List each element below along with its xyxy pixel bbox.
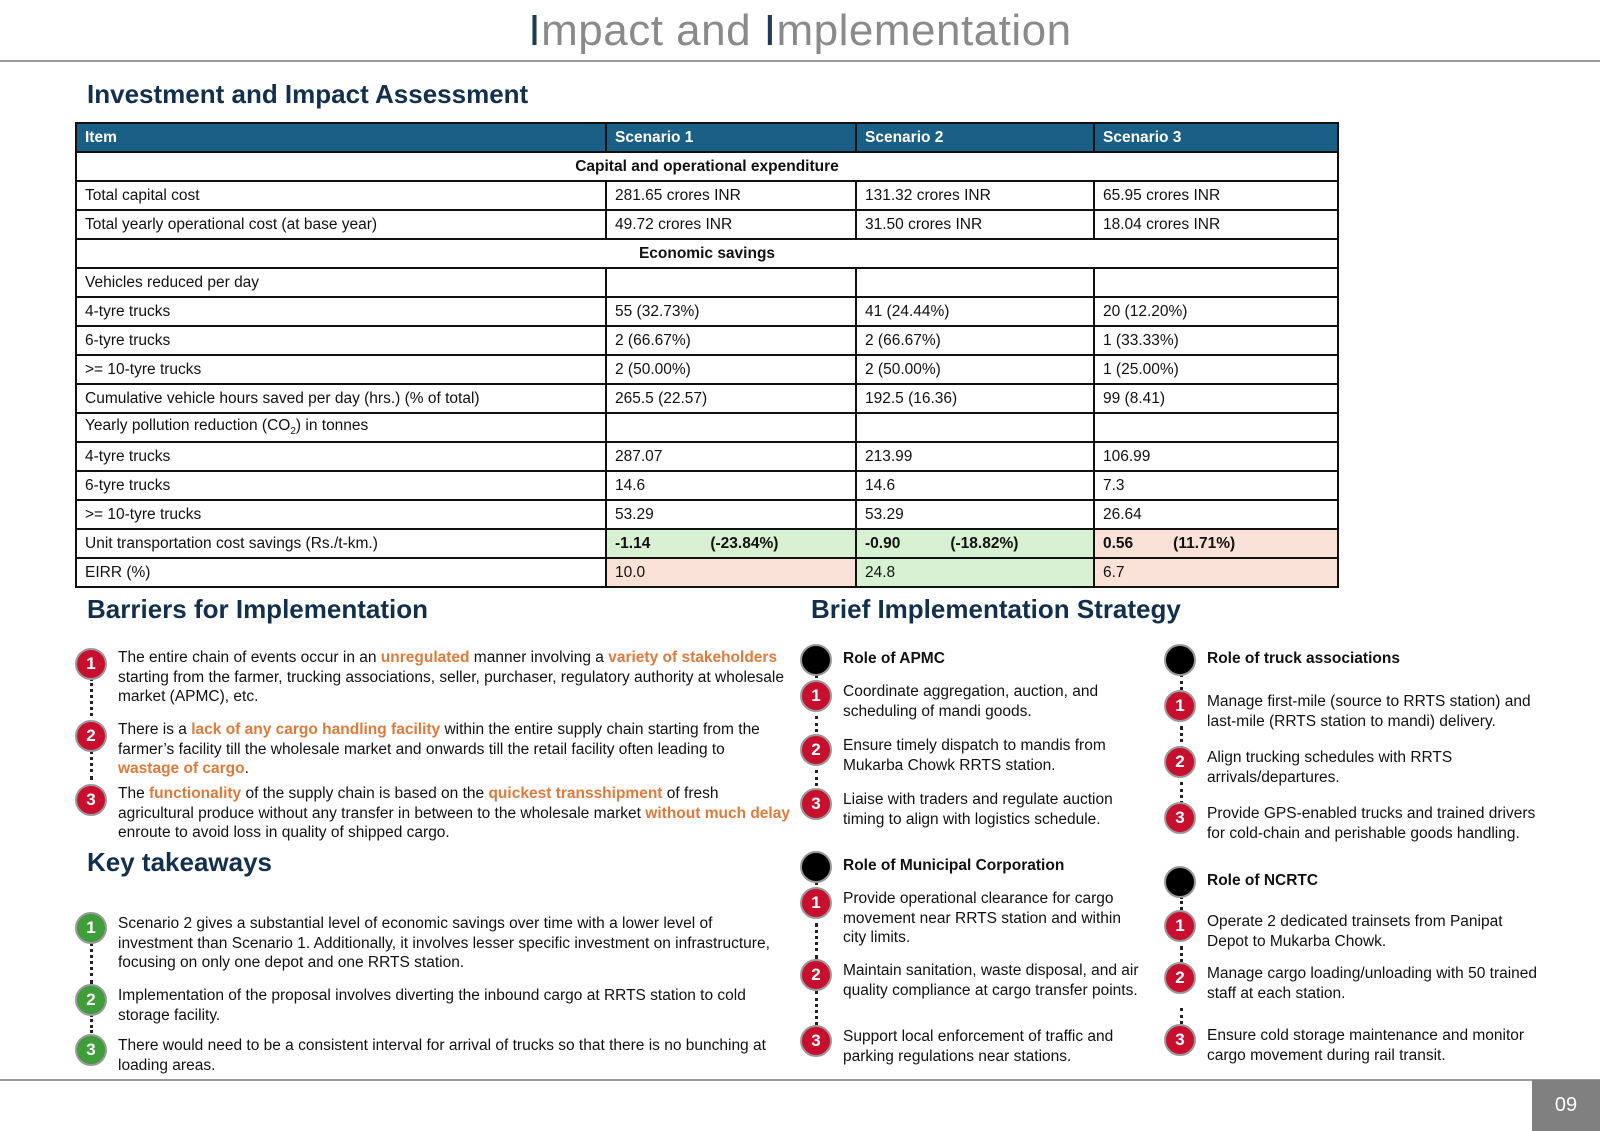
number-badge: 1 (800, 887, 832, 919)
cell-unit-cost-s2: -0.90 (-18.82%) (856, 529, 1094, 558)
list-item: 1 Scenario 2 gives a substantial level of economic savings over time with a lower level of investment than Scenario 1. Additionally, it involves lesser specific investment on infrastructure, focusing on only one depot and one RRTS station. (75, 912, 790, 984)
number-badge: 1 (75, 648, 107, 680)
cell-unit-cost-s3: 0.56 (11.71%) (1094, 529, 1338, 558)
cell: 20 (12.20%) (1094, 297, 1338, 326)
list-item: 3 Liaise with traders and regulate auction timing to align with logistics schedule. (800, 788, 1145, 829)
role-municipal (800, 851, 1145, 1066)
number-badge: 2 (1164, 962, 1196, 994)
role-marker (1164, 866, 1196, 898)
cell: 41 (24.44%) (856, 297, 1094, 326)
row-label: 6-tyre trucks (76, 471, 606, 500)
cell: 192.5 (16.36) (856, 384, 1094, 413)
cell: 287.07 (606, 442, 856, 471)
number-badge: 1 (800, 680, 832, 712)
number-badge: 2 (1164, 746, 1196, 778)
cell: 26.64 (1094, 500, 1338, 529)
cell: 18.04 crores INR (1094, 210, 1338, 239)
table-row (76, 442, 1338, 471)
barriers-heading: Barriers for Implementation (87, 594, 428, 624)
table-row (76, 471, 1338, 500)
header-scenario-2: Scenario 2 (856, 123, 1094, 152)
investment-table (75, 122, 1339, 588)
row-label: Total yearly operational cost (at base year) (76, 210, 606, 239)
role-marker (1164, 644, 1196, 676)
list-item: 1 Manage first-mile (source to RRTS station) and last-mile (RRTS station to mandi) delivery. (1164, 690, 1544, 746)
number-badge: 2 (75, 984, 107, 1016)
strategy-heading: Brief Implementation Strategy (811, 594, 1181, 624)
cell: 49.72 crores INR (606, 210, 856, 239)
title-bar (0, 0, 1600, 62)
table-row (76, 413, 1338, 442)
cell: 2 (50.00%) (606, 355, 856, 384)
cell (606, 413, 856, 442)
header-scenario-3: Scenario 3 (1094, 123, 1338, 152)
cell: 55 (32.73%) (606, 297, 856, 326)
list-item: 2 There is a lack of any cargo handling facility within the entire supply chain starting from the farmer’s facility till the wholesale market and onwards till the retail facility often leading to wastage of cargo. (75, 720, 790, 784)
cell-eirr-s3: 6.7 (1094, 558, 1338, 587)
list-item: 3 Support local enforcement of traffic and parking regulations near stations. (800, 1025, 1145, 1066)
number-badge: 3 (75, 784, 107, 816)
cell: 53.29 (856, 500, 1094, 529)
number-badge: 1 (1164, 910, 1196, 942)
number-badge: 3 (1164, 802, 1196, 834)
footer-divider (0, 1079, 1600, 1081)
number-badge: 1 (1164, 690, 1196, 722)
cell-unit-cost-s1: -1.14 (-23.84%) (606, 529, 856, 558)
row-label: Cumulative vehicle hours saved per day (hrs.) (% of total) (76, 384, 606, 413)
row-label: Unit transportation cost savings (Rs./t-km.) (76, 529, 606, 558)
page-title: Impact and Implementation (528, 6, 1072, 55)
list-item: 2 Implementation of the proposal involves diverting the inbound cargo at RRTS station to cold storage facility. (75, 984, 790, 1034)
row-label: Total capital cost (76, 181, 606, 210)
list-item: 1 Operate 2 dedicated trainsets from Panipat Depot to Mukarba Chowk. (1164, 910, 1544, 962)
cell (1094, 268, 1338, 297)
cell: 1 (25.00%) (1094, 355, 1338, 384)
cell: 213.99 (856, 442, 1094, 471)
table-row-unit-cost (76, 529, 1338, 558)
cell: 65.95 crores INR (1094, 181, 1338, 210)
role-truck-associations (1164, 644, 1544, 843)
cell (856, 268, 1094, 297)
role-header: Role of NCRTC (1164, 866, 1544, 910)
takeaways-heading: Key takeaways (87, 847, 273, 877)
section-savings: Economic savings (76, 239, 1338, 268)
table-header-row (76, 123, 1338, 152)
table-row (76, 268, 1338, 297)
cell-eirr-s1: 10.0 (606, 558, 856, 587)
cell (1094, 413, 1338, 442)
role-header: Role of truck associations (1164, 644, 1544, 690)
list-item: 3 The functionality of the supply chain is based on the quickest transshipment of fresh agricultural produce without any transfer in between to the wholesale market without much delay enroute to avoid loss in quality of shipped cargo. (75, 784, 790, 843)
cell: 281.65 crores INR (606, 181, 856, 210)
cell: 99 (8.41) (1094, 384, 1338, 413)
table-row (76, 210, 1338, 239)
number-badge: 2 (75, 720, 107, 752)
row-label: 4-tyre trucks (76, 442, 606, 471)
table-row (76, 384, 1338, 413)
row-label: EIRR (%) (76, 558, 606, 587)
row-label: 4-tyre trucks (76, 297, 606, 326)
takeaways-list (75, 912, 790, 1075)
list-item: 1 Coordinate aggregation, auction, and scheduling of mandi goods. (800, 680, 1145, 734)
number-badge: 2 (800, 959, 832, 991)
row-label: >= 10-tyre trucks (76, 500, 606, 529)
number-badge: 3 (800, 788, 832, 820)
cell: 2 (50.00%) (856, 355, 1094, 384)
header-item: Item (76, 123, 606, 152)
cell: 2 (66.67%) (856, 326, 1094, 355)
investment-heading: Investment and Impact Assessment (87, 79, 529, 109)
cell: 53.29 (606, 500, 856, 529)
header-scenario-1: Scenario 1 (606, 123, 856, 152)
number-badge: 3 (75, 1034, 107, 1066)
list-item: 2 Ensure timely dispatch to mandis from Mukarba Chowk RRTS station. (800, 734, 1145, 788)
role-apmc (800, 644, 1145, 829)
number-badge: 1 (75, 912, 107, 944)
cell-eirr-s2: 24.8 (856, 558, 1094, 587)
role-marker (800, 851, 832, 883)
list-item: 2 Maintain sanitation, waste disposal, and air quality compliance at cargo transfer points. (800, 959, 1145, 1025)
table-row (76, 355, 1338, 384)
barriers-list (75, 648, 790, 843)
number-badge: 3 (1164, 1024, 1196, 1056)
table-row (76, 500, 1338, 529)
role-marker (800, 644, 832, 676)
list-item: 2 Manage cargo loading/unloading with 50 trained staff at each station. (1164, 962, 1544, 1024)
row-label-pollution: Yearly pollution reduction $(CO_2)$ in tonnes (76, 413, 606, 442)
role-header: Role of APMC (800, 644, 1145, 680)
list-item: 1 Provide operational clearance for cargo movement near RRTS station and within city limits. (800, 887, 1145, 959)
table-row (76, 181, 1338, 210)
list-item: 2 Align trucking schedules with RRTS arrivals/departures. (1164, 746, 1544, 802)
list-item: 1 The entire chain of events occur in an unregulated manner involving a variety of stakeholders starting from the farmer, trucking associations, seller, purchaser, regulatory authority at wholesale market (APMC), etc. (75, 648, 790, 720)
cell: 14.6 (856, 471, 1094, 500)
role-ncrtc (1164, 866, 1544, 1065)
list-item: 3 Provide GPS-enabled trucks and trained drivers for cold-chain and perishable goods handling. (1164, 802, 1544, 843)
page-number: 09 (1532, 1080, 1600, 1131)
row-label: Vehicles reduced per day (76, 268, 606, 297)
row-label: 6-tyre trucks (76, 326, 606, 355)
row-label: >= 10-tyre trucks (76, 355, 606, 384)
cell: 131.32 crores INR (856, 181, 1094, 210)
list-item: 3 Ensure cold storage maintenance and monitor cargo movement during rail transit. (1164, 1024, 1544, 1065)
number-badge: 3 (800, 1025, 832, 1057)
section-capex: Capital and operational expenditure (76, 152, 1338, 181)
table-row (76, 326, 1338, 355)
cell (856, 413, 1094, 442)
cell: 31.50 crores INR (856, 210, 1094, 239)
cell: 7.3 (1094, 471, 1338, 500)
cell: 265.5 (22.57) (606, 384, 856, 413)
cell (606, 268, 856, 297)
list-item: 3 There would need to be a consistent interval for arrival of trucks so that there is no bunching at loading areas. (75, 1034, 790, 1075)
cell: 106.99 (1094, 442, 1338, 471)
role-header: Role of Municipal Corporation (800, 851, 1145, 887)
table-row (76, 297, 1338, 326)
cell: 14.6 (606, 471, 856, 500)
cell: 2 (66.67%) (606, 326, 856, 355)
table-row-eirr (76, 558, 1338, 587)
cell: 1 (33.33%) (1094, 326, 1338, 355)
number-badge: 2 (800, 734, 832, 766)
